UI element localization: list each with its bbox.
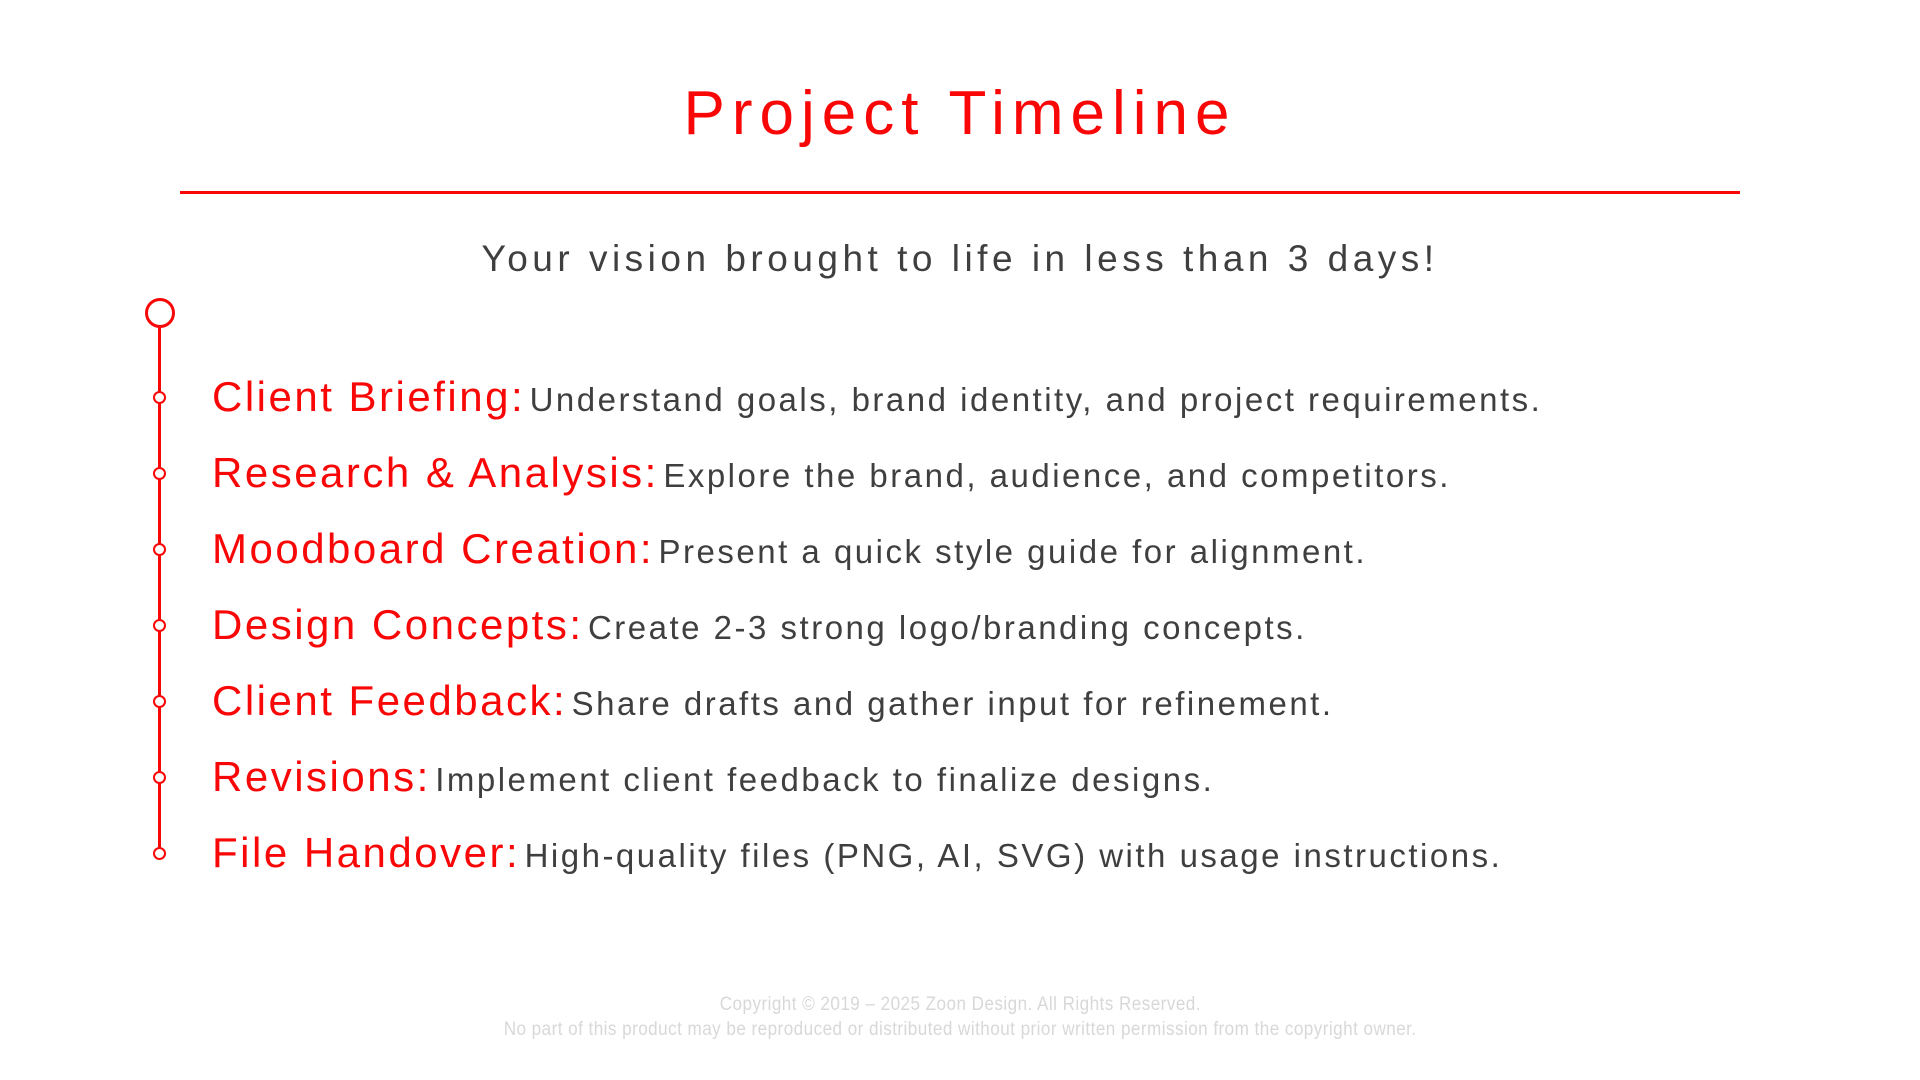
timeline-item bbox=[148, 511, 1828, 587]
timeline-item-label: Revisions: bbox=[212, 753, 431, 800]
timeline-item-text bbox=[212, 829, 1502, 877]
timeline-item bbox=[148, 359, 1828, 435]
timeline-item-text bbox=[212, 753, 1214, 801]
timeline-item-description: Present a quick style guide for alignment. bbox=[658, 533, 1368, 570]
timeline-node-icon bbox=[153, 695, 166, 708]
timeline-item-description: High-quality files (PNG, AI, SVG) with usage instructions. bbox=[524, 837, 1503, 874]
page-title: Project Timeline bbox=[683, 79, 1237, 148]
timeline-node-icon bbox=[153, 391, 166, 404]
timeline-node-icon bbox=[153, 771, 166, 784]
timeline-item-description: Understand goals, brand identity, and project requirements. bbox=[529, 381, 1543, 418]
timeline-item-text bbox=[212, 449, 1451, 497]
timeline-item bbox=[148, 587, 1828, 663]
copyright-line-1: Copyright © 2019 – 2025 Zoon Design. All Rights Reserved. bbox=[719, 994, 1201, 1015]
timeline-node-icon bbox=[153, 619, 166, 632]
timeline-item-label: Moodboard Creation: bbox=[212, 525, 655, 572]
title-divider-line bbox=[180, 191, 1740, 194]
timeline-item-description: Explore the brand, audience, and competitors. bbox=[663, 457, 1451, 494]
copyright-footer bbox=[0, 992, 1920, 1042]
timeline-item bbox=[148, 815, 1828, 891]
timeline-item-text bbox=[212, 525, 1367, 573]
page-subtitle: Your vision brought to life in less than 3 days! bbox=[481, 238, 1439, 279]
timeline-item-label: File Handover: bbox=[212, 829, 521, 876]
timeline-item-text bbox=[212, 601, 1307, 649]
copyright-line-2: No part of this product may be reproduced or distributed without prior written permission from the copyright owner. bbox=[503, 1019, 1417, 1040]
timeline-item-label: Research & Analysis: bbox=[212, 449, 659, 496]
timeline-item-label: Client Briefing: bbox=[212, 373, 526, 420]
timeline-node-icon bbox=[153, 543, 166, 556]
timeline-item-description: Share drafts and gather input for refinement. bbox=[571, 685, 1334, 722]
timeline-item-label: Client Feedback: bbox=[212, 677, 568, 724]
timeline-item bbox=[148, 739, 1828, 815]
timeline-item-description: Implement client feedback to finalize designs. bbox=[435, 761, 1215, 798]
timeline-item-label: Design Concepts: bbox=[212, 601, 584, 648]
timeline-item-text bbox=[212, 373, 1542, 421]
timeline-start-node-icon bbox=[145, 298, 175, 328]
timeline-item bbox=[148, 435, 1828, 511]
timeline-node-icon bbox=[153, 847, 166, 860]
timeline-item-text bbox=[212, 677, 1334, 725]
timeline-list bbox=[148, 359, 1828, 891]
timeline-item bbox=[148, 663, 1828, 739]
timeline-node-icon bbox=[153, 467, 166, 480]
timeline-item-description: Create 2-3 strong logo/branding concepts. bbox=[587, 609, 1307, 646]
